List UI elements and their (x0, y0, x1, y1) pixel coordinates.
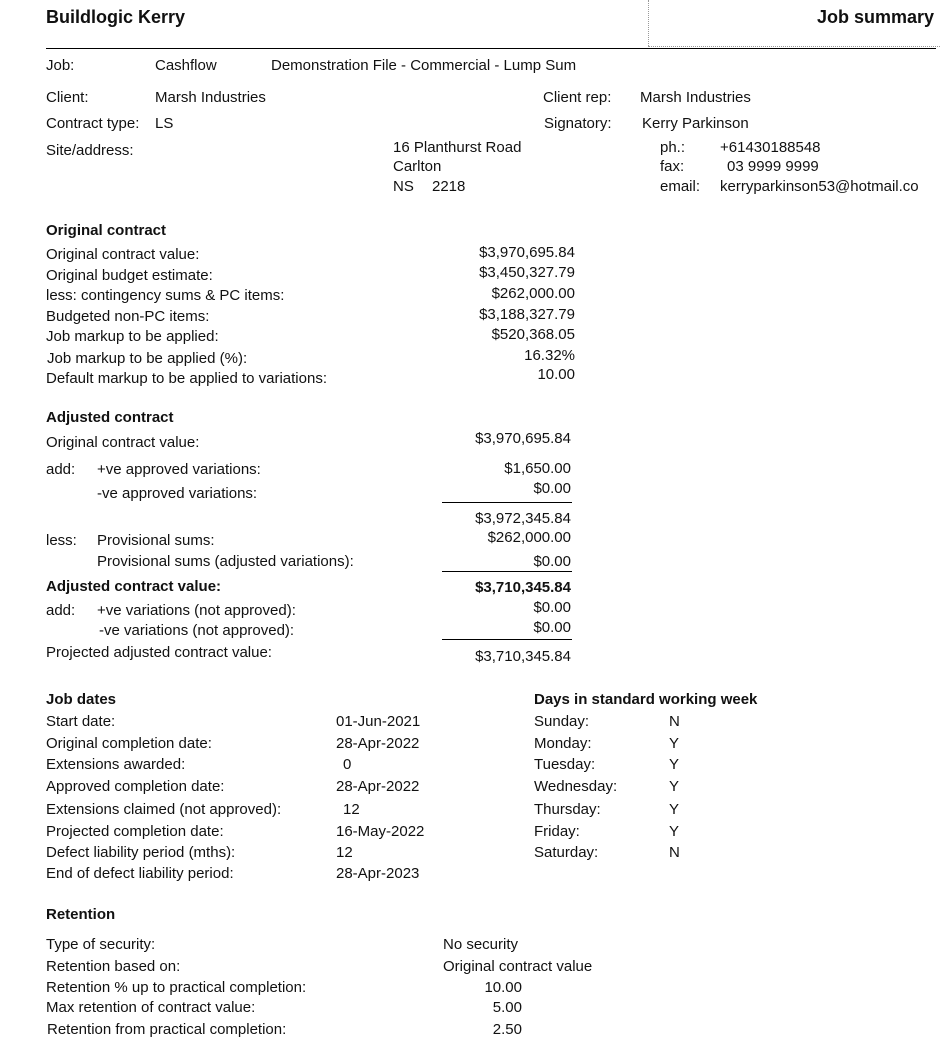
ac-pos-approved-value: $1,650.00 (504, 460, 571, 477)
adjusted-contract-heading: Adjusted contract (46, 409, 174, 426)
ret-row-label: Retention from practical completion: (47, 1021, 287, 1038)
ret-row-label: Type of security: (46, 936, 156, 953)
ac-prov-value: $262,000.00 (487, 529, 571, 546)
ww-day-value: Y (669, 735, 680, 752)
client-rep-value: Marsh Industries (640, 89, 751, 106)
ret-row-value: 10.00 (484, 979, 522, 996)
signatory-label: Signatory: (544, 115, 612, 132)
email-value: kerryparkinson53@hotmail.co (720, 178, 919, 195)
oc-row-value: 16.32% (524, 347, 575, 364)
oc-row-label: Original contract value: (46, 246, 200, 263)
ac-neg-na-value: $0.00 (533, 619, 571, 636)
ww-day-value: Y (669, 801, 680, 818)
working-week-heading: Days in standard working week (534, 691, 758, 708)
report-title: Job summary (816, 7, 934, 27)
address-line1: 16 Planthurst Road (393, 139, 522, 156)
contract-type-value: LS (155, 115, 174, 132)
ac-adj-value: $3,710,345.84 (475, 579, 571, 596)
ww-day-label: Sunday: (534, 713, 590, 730)
jd-row-value: 01-Jun-2021 (336, 713, 421, 730)
ac-neg-approved-value: $0.00 (533, 480, 571, 497)
job-description: Demonstration File - Commercial - Lump Sum (271, 57, 577, 74)
jd-row-label: Original completion date: (46, 735, 212, 752)
phone-label: ph.: (660, 139, 686, 156)
jd-row-value: 0 (343, 756, 352, 773)
ac-pos-na-label: +ve variations (not approved): (97, 602, 296, 619)
contract-type-label: Contract type: (46, 115, 140, 132)
oc-row-label: Budgeted non-PC items: (46, 308, 210, 325)
retention-heading: Retention (46, 906, 116, 923)
ww-day-label: Tuesday: (534, 756, 596, 773)
jd-row-value: 16-May-2022 (336, 823, 425, 840)
ww-day-value: Y (669, 823, 680, 840)
ac-add2-label: add: (46, 602, 76, 619)
jd-row-label: Extensions claimed (not approved): (46, 801, 282, 818)
ww-day-label: Saturday: (534, 844, 599, 861)
email-label: email: (660, 178, 701, 195)
fax-label: fax: (660, 158, 685, 175)
address-state: NS (393, 178, 414, 195)
jd-row-label: Defect liability period (mths): (46, 844, 236, 861)
ww-day-label: Monday: (534, 735, 592, 752)
header-rule (46, 48, 936, 49)
ww-day-value: Y (669, 756, 680, 773)
client-value: Marsh Industries (155, 89, 266, 106)
ac-prov-adj-value: $0.00 (533, 553, 571, 570)
jd-row-label: Extensions awarded: (46, 756, 186, 773)
header-divider-h (648, 46, 940, 47)
ac-neg-na-label: -ve variations (not approved): (99, 622, 295, 639)
jd-row-label: Projected completion date: (46, 823, 224, 840)
subtotal-rule (442, 502, 572, 503)
ac-pos-approved-label: +ve approved variations: (97, 461, 261, 478)
ret-row-label: Max retention of contract value: (46, 999, 256, 1016)
oc-row-value: $3,188,327.79 (479, 306, 575, 323)
ac-neg-approved-label: -ve approved variations: (97, 485, 258, 502)
oc-row-value: $520,368.05 (491, 326, 575, 343)
site-label: Site/address: (46, 142, 134, 159)
jd-row-value: 28-Apr-2023 (336, 865, 420, 882)
client-label: Client: (46, 89, 89, 106)
ac-pos-na-value: $0.00 (533, 599, 571, 616)
ac-subtotal-value: $3,972,345.84 (475, 510, 571, 527)
oc-row-label: Job markup to be applied: (46, 328, 219, 345)
ac-prov-adj-label: Provisional sums (adjusted variations): (97, 553, 354, 570)
company-name: Buildlogic Kerry (46, 7, 186, 27)
ac-orig-value: $3,970,695.84 (475, 430, 571, 447)
ac-orig-label: Original contract value: (46, 434, 200, 451)
job-label: Job: (46, 57, 75, 74)
oc-row-label: less: contingency sums & PC items: (46, 287, 285, 304)
projected-rule (442, 639, 572, 640)
signatory-value: Kerry Parkinson (642, 115, 749, 132)
jd-row-value: 12 (336, 844, 353, 861)
oc-row-label: Original budget estimate: (46, 267, 213, 284)
ww-day-value: N (669, 713, 680, 730)
ret-row-label: Retention based on: (46, 958, 181, 975)
job-dates-heading: Job dates (46, 691, 117, 708)
jd-row-label: Start date: (46, 713, 116, 730)
ret-row-label: Retention % up to practical completion: (46, 979, 307, 996)
fax-value: 03 9999 9999 (727, 158, 819, 175)
ret-row-value: No security (443, 936, 519, 953)
ret-row-value: 2.50 (492, 1021, 522, 1038)
job-name: Cashflow (155, 57, 217, 74)
jd-row-value: 12 (343, 801, 360, 818)
phone-value: +61430188548 (720, 139, 821, 156)
ac-projected-label: Projected adjusted contract value: (46, 644, 272, 661)
jd-row-label: Approved completion date: (46, 778, 225, 795)
adjusted-rule (442, 571, 572, 572)
ac-less-label: less: (46, 532, 77, 549)
address-postcode: 2218 (432, 178, 466, 195)
jd-row-value: 28-Apr-2022 (336, 735, 420, 752)
jd-row-label: End of defect liability period: (46, 865, 234, 882)
ww-day-value: Y (669, 778, 680, 795)
client-rep-label: Client rep: (543, 89, 612, 106)
oc-row-label: Default markup to be applied to variations: (46, 370, 327, 387)
ww-day-value: N (669, 844, 680, 861)
header-divider (648, 0, 649, 46)
oc-row-label: Job markup to be applied (%): (47, 350, 248, 367)
oc-row-value: $3,970,695.84 (479, 244, 575, 261)
oc-row-value: 10.00 (537, 366, 575, 383)
jd-row-value: 28-Apr-2022 (336, 778, 420, 795)
ac-add-label: add: (46, 461, 76, 478)
ww-day-label: Wednesday: (534, 778, 618, 795)
oc-row-value: $3,450,327.79 (479, 264, 575, 281)
ww-day-label: Friday: (534, 823, 580, 840)
ret-row-value: 5.00 (492, 999, 522, 1016)
ac-prov-label: Provisional sums: (97, 532, 215, 549)
ww-day-label: Thursday: (534, 801, 601, 818)
address-line2: Carlton (393, 158, 442, 175)
original-contract-heading: Original contract (46, 222, 167, 239)
ac-adj-value-label: Adjusted contract value: (46, 578, 222, 595)
oc-row-value: $262,000.00 (491, 285, 575, 302)
ac-projected-value: $3,710,345.84 (475, 648, 571, 665)
ret-row-value: Original contract value (443, 958, 593, 975)
